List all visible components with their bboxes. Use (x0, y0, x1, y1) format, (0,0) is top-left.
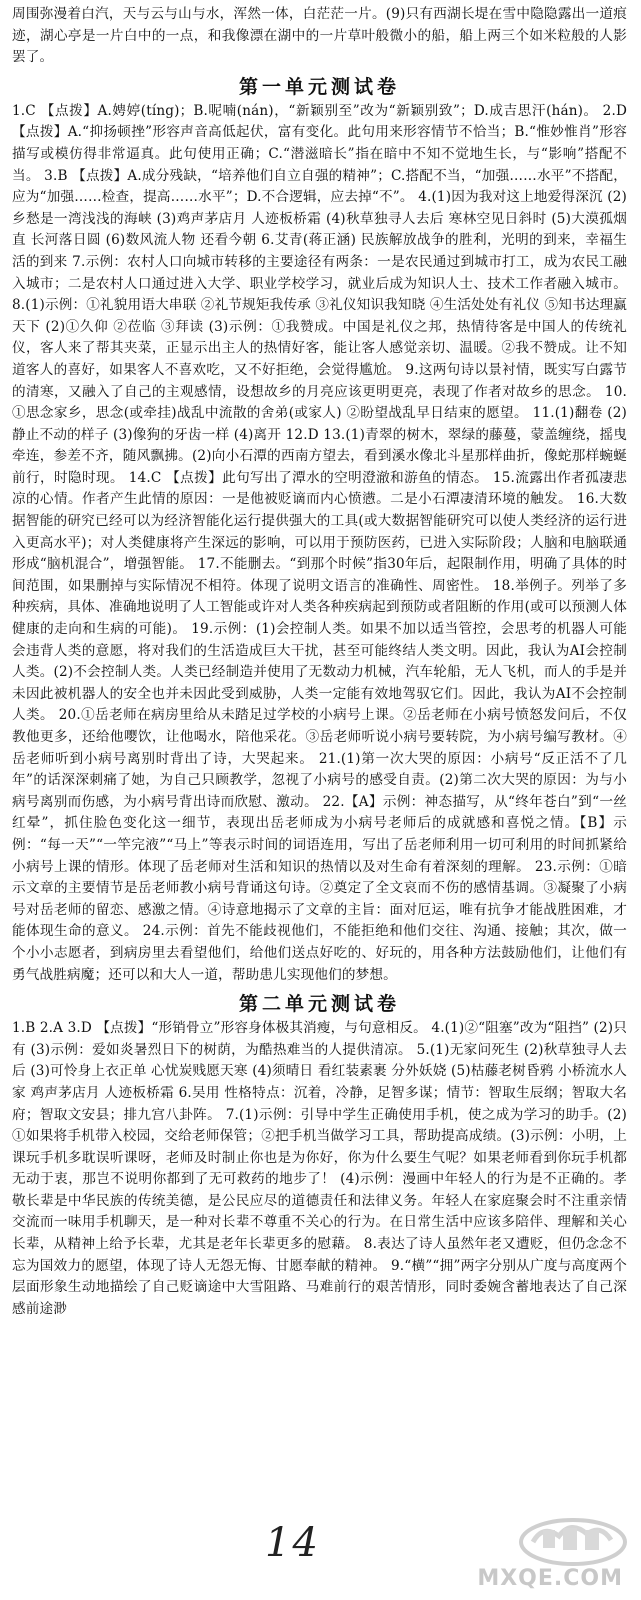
unit2-title: 第二单元测试卷 (238, 993, 400, 1016)
intro-paragraph: 周围弥漫着白汽，天与云与山与水，浑然一体，白茫茫一片。(9)只有西湖长堤在雪中隐隐露出一道痕迹，湖心亭是一片白中的一点，和我像漂在湖中的一片草叶般微小的船，船上两三个如米粒般的人影罢了。 (12, 6, 627, 66)
page-number: 14 (265, 1520, 320, 1566)
unit1-title: 第一单元测试卷 (238, 75, 400, 98)
unit2-answers: 1.B 2.A 3.D 【点拨】“形销骨立”形容身体极其消瘦，与句意相反。 4.(1)②“阻塞”改为“阻挡” (2)只有 (3)示例：爱如炎暑烈日下的树荫，为酷热难当的人提供清凉。 5.(1)无家问死生 (2)秋草独寻人去后 (3)可怜身上衣正单 心忧炭贱愿天寒 (4)须晴日 看红装素裹 分外妖娆 (5)枯藤老树昏鸦 小桥流水人家 鸡声茅店月 人迹板桥霜 6.吴用 性格特点：沉着，冷静，足智多谋；情节：智取生辰纲；智取大名府；智取文安县；排九宫八卦阵。 7.(1)示例：引导中学生正确使用手机，使之成为学习的助手。(2)①如果将手机带入校园，交给老师保管；②把手机当做学习工具，帮助提高成绩。(3)示例：小明，上课玩手机多耽误听课呀，老师及时制止你也是为你好，你为什么要生气呢？如果老师看到你玩手机都无动于衷，那岂不说明你都到了无可救药的地步了！ (4)示例：漫画中年轻人的行为是不正确的。孝敬长辈是中华民族的传统美德，是公民应尽的道德责任和法律义务。年轻人在家庭聚会时不注重亲情交流而一味用手机聊天，是一种对长辈不尊重不关心的行为。在日常生活中应该多陪伴、理解和关心长辈，从精神上给予长辈，尤其是老年长辈更多的慰藉。 8.表达了诗人虽然年老又遭贬，但仍念念不忘为国效力的愿望，体现了诗人无怨无悔、甘愿奉献的精神。 9.“横”“拥”两字分别从广度与高度两个层面形象生动地描绘了自己贬谪途中大雪阻路、马难前行的艰苦情形，同时委婉含蓄地表达了自己深感前途渺 (12, 1020, 627, 1317)
watermark-url: MXQE.COM (477, 1566, 623, 1591)
unit1-answers: 1.C 【点拨】A.娉婷(tíng)；B.呢喃(nán)，“新颖别至”改为“新颖别致”；D.成吉思汗(hán)。 2.D 【点拨】A.“抑扬顿挫”形容声音高低起伏，富有变化。此句用来形容情节不恰当；B.“惟妙惟肖”形容描写或模仿得非常逼真。此句使用正确；C.“潜滋暗长”指在暗中不知不觉地生长，与“影响”搭配不当。 3.B 【点拨】A.成分残缺，“培养他们自立自强的精神”；C.搭配不当，“加强……水平”不搭配，应为“加强……检查，提高……水平”；D.不合逻辑，应去掉“不”。 4.(1)因为我对这上地爱得深沉 (2)乡愁是一湾浅浅的海峡 (3)鸡声茅店月 人迹板桥霜 (4)秋草独寻人去后 寒林空见日斜时 (5)大漠孤烟直 长河落日圆 (6)数风流人物 还看今朝 6.艾青(蒋正涵) 民族解放战争的胜利，光明的到来，幸福生活的到来 7.示例：农村人口向城市转移的主要途径有两条：一是农民通过到城市打工，成为农民工融入城市；二是农村人口通过进入大学、职业学校学习，就业后成为知识人士、技术工作者融入城市。 8.(1)示例：①礼貌用语大串联 ②礼节规矩我传承 ③礼仪知识我知晓 ④生活处处有礼仪 ⑤知书达理赢天下 (2)①久仰 ②莅临 ③拜读 (3)示例：①我赞成。中国是礼仪之邦，热情待客是中国人的传统礼仪，客人来了帮其夹菜，正显示出主人的热情好客，能让客人感觉亲切、温暖。②我不赞成。让不知道客人的喜好，如果客人不喜欢吃，又不好拒绝，会觉得尴尬。 9.这两句诗以景衬情，既实写白露节的清寒，又融入了自己的主观感情，设想故乡的月亮应该更明更亮，表现了作者对故乡的思念。 10.①思念家乡，思念(或牵挂)战乱中流散的舍弟(或家人) ②盼望战乱早日结束的愿望。 11.(1)翻卷 (2)静止不动的样子 (3)像狗的牙齿一样 (4)离开 12.D 13.(1)青翠的树木，翠绿的藤蔓，蒙盖缠绕，摇曳牵连，参差不齐，随风飘拂。(2)向小石潭的西南方望去，看到溪水像北斗星那样曲折，像蛇那样蜿蜒前行，时隐时现。 14.C 【点拨】此句写出了潭水的空明澄澈和游鱼的情态。 15.流露出作者孤凄悲凉的心情。作者产生此情的原因：一是他被贬谪而内心愤懑。二是小石潭凄清环境的触发。 16.大数据智能的研究已经可以为经济智能化运行提供强大的工具(或大数据智能研究可以使人类经济的运行进入更高水平)；对人类健康将产生深远的影响，可以用于预防医药，已进入实际阶段；人脑和电脑联通形成“脑机混合”，增强智能。 17.不能删去。“到那个时候”指30年后，起限制作用，明确了具体的时间范围，如果删掉与实际情况不相符。体现了说明文语言的准确性、周密性。 18.举例子。列举了多种疾病，具体、准确地说明了人工智能或许对人类各种疾病起到预防或者阻断的作用(或可以预测人体健康的走向和生病的可能)。 19.示例：(1)会控制人类。如果不加以适当管控，会思考的机器人可能会违背人类的意愿，将对我们的生活造成巨大干扰，甚至可能终结人类文明。因此，我认为AI会控制人类。(2)不会控制人类。人类已经制造并使用了无数动力机械，汽车轮船，无人飞机，而人的手是并未因此被机器人的安全也并未因此受到威胁，人类一定能有效地驾驭它们。因此，我认为AI不会控制人类。 20.①岳老师在病房里给从未踏足过学校的小病号上课。②岳老师在小病号愤怒发问后，不仅教他更多，还给他嘤饮，让他喝水，陪他采花。③岳老师听说小病号要转院，为小病号编写教材。④岳老师听到小病号离别时背出了诗，大哭起来。 21.(1)第一次大哭的原因：小病号“反正活不了几年”的话深深刺痛了她，为自己只顾教学，忽视了小病号的感受自责。(2)第二次大哭的原因：为与小病号离别而伤感，为小病号背出诗而欣慰、激动。 22.【A】示例：神态描写，从“终年苍白”到“一丝红晕”，抓住脸色变化这一细节，表现出岳老师成为小病号老师后的成就感和喜悦之情。【B】示例：“每一天”“一竿完液”“马上”等表示时间的词语连用，写出了岳老师利用一切可利用的时间抓紧给小病号上课的情形。体现了岳老师对生活和知识的热情以及对生命有着深刻的理解。 23.示例：①暗示文章的主要情节是岳老师教小病号背诵这句诗。②奠定了全文哀而不伤的感情基调。③凝聚了小病号对岳老师的留恋、感激之情。④诗意地揭示了文章的主旨：面对厄运，唯有抗争才能战胜困难，才能体现生命的意义。 24.示例：首先不能歧视他们，不能拒绝和他们交往、沟通、接触；其次，做一个小小志愿者，到病房里去看望他们，给他们送点好吃的、好玩的，用各种方法鼓励他们，让他们有勇气战胜病魔；还可以和大人一道，帮助患儿实现他们的梦想。 (12, 102, 627, 983)
